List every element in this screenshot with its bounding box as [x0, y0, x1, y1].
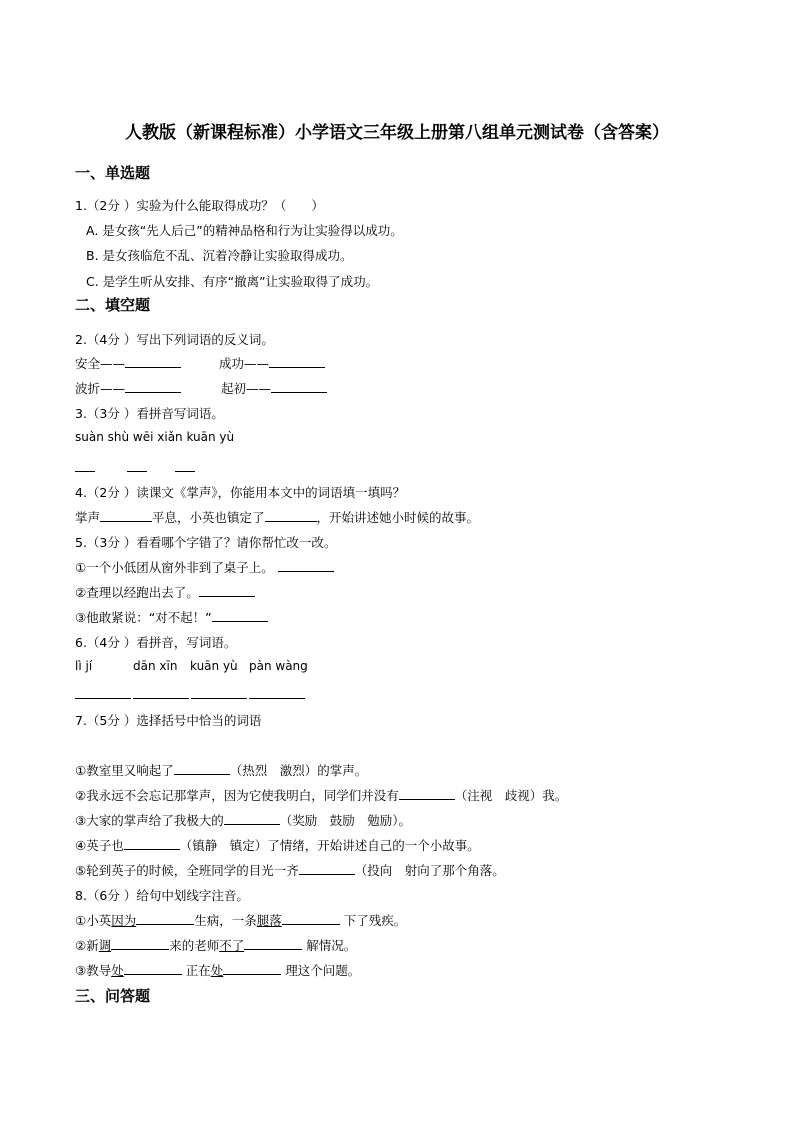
sentence-text: 掌声 — [75, 510, 101, 525]
answer-blank[interactable] — [224, 812, 280, 825]
pinyin-2: dān xīn — [133, 659, 178, 673]
question-7-line-2 — [75, 786, 567, 804]
question-5-stem: 5.（3分 ）看看哪个字错了？请你帮忙改一改。 — [75, 535, 337, 550]
pinyin-1: lì jí — [75, 659, 93, 673]
sentence-text: （注视 歧视）我。 — [454, 788, 568, 803]
question-4-sentence — [75, 508, 479, 526]
answer-blank[interactable] — [125, 355, 181, 368]
question-3-pinyin: suàn shù wēi xiǎn kuān yù — [75, 430, 235, 444]
question-1-option-b: B. 是女孩临危不乱、沉着冷静让实验取得成功。 — [86, 248, 353, 263]
question-5-line-1 — [75, 558, 334, 576]
sentence-text: ①教室里又响起了 — [75, 763, 174, 778]
sentence-text: 下了残疾。 — [343, 913, 407, 928]
answer-blank[interactable] — [127, 471, 147, 472]
sentence-text: ，开始讲述她小时候的故事。 — [316, 510, 480, 525]
question-1-stem: 1.（2分 ）实验为什么能取得成功？（ ） — [75, 198, 324, 213]
sentence-text: ⑤轮到英子的时候，全班同学的目光一齐 — [75, 863, 299, 878]
sentence-text: ②我永远不会忘记那掌声，因为它使我明白，同学们并没有 — [75, 788, 399, 803]
sentence-text: ③大家的掌声给了我极大的 — [75, 813, 224, 828]
underlined-word: 腿落 — [256, 913, 282, 928]
answer-blank[interactable] — [124, 962, 182, 975]
question-5-line-2 — [75, 583, 255, 601]
answer-blank[interactable] — [282, 912, 340, 925]
sentence-text: ②查理以经跑出去了。 — [75, 585, 199, 600]
answer-blank[interactable] — [75, 471, 95, 472]
answer-blank[interactable] — [199, 584, 255, 597]
answer-blank[interactable] — [124, 837, 180, 850]
section-heading-questions: 三、问答题 — [75, 987, 151, 1005]
pinyin-4: pàn wàng — [249, 659, 308, 673]
sentence-text: ②新 — [75, 938, 99, 953]
answer-blank[interactable] — [175, 471, 195, 472]
answer-blank[interactable] — [223, 962, 281, 975]
answer-blank[interactable] — [174, 762, 230, 775]
question-7-line-4 — [75, 836, 480, 854]
sentence-text: 正在 — [185, 963, 211, 978]
underlined-word: 处 — [210, 963, 224, 978]
word-label: 成功—— — [219, 356, 270, 371]
sentence-text: 平息，小英也镇定了 — [152, 510, 265, 525]
section-heading-fill-in: 二、填空题 — [75, 296, 151, 314]
question-7-line-5 — [75, 861, 505, 879]
sentence-text: 来的老师 — [169, 938, 220, 953]
word-label: 起初—— — [221, 381, 272, 396]
underlined-word: 处 — [111, 963, 124, 978]
sentence-text: ④英子也 — [75, 838, 124, 853]
answer-blank[interactable] — [111, 937, 169, 950]
answer-blank[interactable] — [125, 380, 181, 393]
question-8-stem: 8.（6分 ）给句中划线字注音。 — [75, 888, 249, 903]
sentence-text: 理这个问题。 — [285, 963, 361, 978]
question-1-option-a: A. 是女孩“先人后己”的精神品格和行为让实验得以成功。 — [86, 223, 403, 238]
question-8-line-3 — [75, 961, 360, 979]
question-1-option-c: C. 是学生听从安排、有序“撤离”让实验取得了成功。 — [86, 274, 379, 289]
document-title: 人教版（新课程标准）小学语文三年级上册第八组单元测试卷（含答案） — [125, 123, 669, 143]
answer-blank[interactable] — [75, 698, 131, 699]
answer-blank[interactable] — [399, 787, 455, 800]
sentence-text: ③教导 — [75, 963, 112, 978]
question-2-row-1 — [75, 354, 181, 372]
underlined-word: 不了 — [219, 938, 245, 953]
question-8-line-2 — [75, 936, 356, 954]
sentence-text: （热烈 激烈）的掌声。 — [229, 763, 368, 778]
question-2-row-2-right — [221, 379, 327, 397]
answer-blank[interactable] — [265, 509, 317, 522]
question-2-row-1-right — [219, 354, 325, 372]
answer-blank[interactable] — [271, 380, 327, 393]
question-4-stem: 4.（2分 ）读课文《掌声》，你能用本文中的词语填一填吗？ — [75, 485, 406, 500]
answer-blank[interactable] — [100, 509, 152, 522]
sentence-text: 解情况。 — [306, 938, 357, 953]
question-7-stem: 7.（5分 ）选择括号中恰当的词语 — [75, 713, 262, 728]
answer-blank[interactable] — [191, 698, 247, 699]
underlined-word: 因为 — [111, 913, 137, 928]
sentence-text: 生病，一条 — [194, 913, 257, 928]
answer-blank[interactable] — [278, 559, 334, 572]
pinyin-3: kuān yù — [190, 659, 238, 673]
sentence-text: （投向 射向了那个角落。 — [354, 863, 505, 878]
sentence-text: ③他敢紧说：“对不起！” — [75, 610, 212, 625]
answer-blank[interactable] — [249, 698, 305, 699]
sentence-text: ①一个小低团从窗外非到了桌子上。 — [75, 560, 274, 575]
question-6-stem: 6.（4分 ）看拼音，写词语。 — [75, 635, 237, 650]
underlined-word: 调 — [98, 938, 112, 953]
question-2-stem: 2.（4分 ）写出下列词语的反义词。 — [75, 332, 274, 347]
answer-blank[interactable] — [299, 862, 355, 875]
answer-blank[interactable] — [133, 698, 189, 699]
sentence-text: ①小英 — [75, 913, 112, 928]
word-label: 安全—— — [75, 356, 126, 371]
word-label: 波折—— — [75, 381, 126, 396]
section-heading-single-choice: 一、单选题 — [75, 164, 151, 182]
question-7-line-3 — [75, 811, 411, 829]
question-3-stem: 3.（3分 ）看拼音写词语。 — [75, 406, 224, 421]
sentence-text: （奖励 鼓励 勉励）。 — [279, 813, 411, 828]
answer-blank[interactable] — [136, 912, 194, 925]
question-8-line-1 — [75, 911, 406, 929]
question-5-line-3 — [75, 608, 268, 626]
answer-blank[interactable] — [244, 937, 302, 950]
answer-blank[interactable] — [212, 609, 268, 622]
question-2-row-2 — [75, 379, 181, 397]
question-7-line-1 — [75, 761, 367, 779]
sentence-text: （镇静 镇定）了情绪，开始讲述自己的一个小故事。 — [179, 838, 480, 853]
answer-blank[interactable] — [269, 355, 325, 368]
